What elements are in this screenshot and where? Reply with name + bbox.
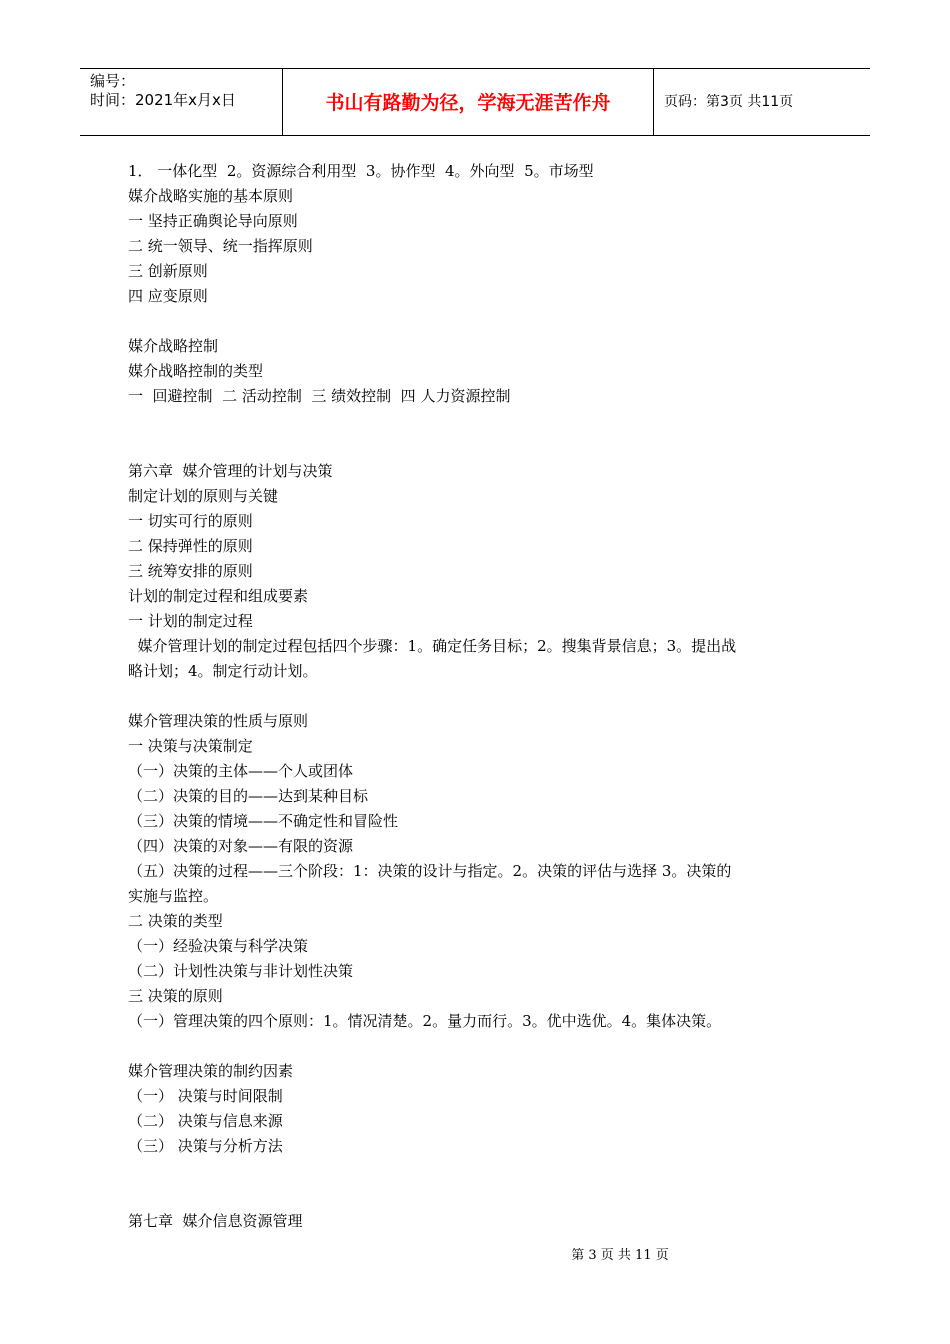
footer-page-number: 第 3 页 共 11 页 [571,1248,669,1263]
header-right-cell [654,69,870,135]
text-line: 媒介管理决策的性质与原则 [128,712,309,730]
text-line: 计划的制定过程和组成要素 [128,587,309,605]
text-line: （二） 决策与信息来源 [128,1112,283,1130]
blank-line [128,1159,818,1184]
text-line: 媒介战略控制 [128,337,219,355]
text-line: 三 统筹安排的原则 [128,562,253,580]
text-line: （一）经验决策与科学决策 [128,937,309,955]
document-body [128,159,818,1234]
text-line: 一 计划的制定过程 [128,612,253,630]
text-line: （一） 决策与时间限制 [128,1087,283,1105]
text-line: 媒介战略实施的基本原则 [128,187,294,205]
text-line: 媒介管理决策的制约因素 [128,1062,294,1080]
text-line: 三 决策的原则 [128,987,223,1005]
text-line: 二 保持弹性的原则 [128,537,253,555]
text-line: 一 回避控制 二 活动控制 三 绩效控制 四 人力资源控制 [128,387,511,405]
blank-line [128,434,818,459]
text-line: （二）决策的目的——达到某种目标 [128,787,369,805]
text-line: （三） 决策与分析方法 [128,1137,283,1155]
text-line: 二 统一领导、统一指挥原则 [128,237,313,255]
text-line: 实施与监控。 [128,887,219,905]
text-line: 略计划；4。制定行动计划。 [128,662,318,680]
blank-line [128,409,818,434]
page-info: 页码：第3页 共11页 [664,94,794,110]
time-label: 时间：2021年x月x日 [90,91,236,109]
blank-line [128,1184,818,1209]
page-footer [0,1247,950,1265]
text-line: 第六章 媒介管理的计划与决策 [128,462,333,480]
blank-line [128,309,818,334]
text-line: 第七章 媒介信息资源管理 [128,1212,303,1230]
header-left-cell [80,69,282,135]
text-line: 媒介战略控制的类型 [128,362,264,380]
page-header [80,68,870,136]
motto-text: 书山有路勤为径，学海无涯苦作舟 [325,92,611,114]
text-line: （二）计划性决策与非计划性决策 [128,962,354,980]
text-line: 二 决策的类型 [128,912,223,930]
text-line: 四 应变原则 [128,287,208,305]
text-line: （一）决策的主体——个人或团体 [128,762,354,780]
header-middle-cell [282,69,654,135]
serial-label: 编号： [90,72,136,90]
blank-line [128,684,818,709]
text-line: 一 决策与决策制定 [128,737,253,755]
text-line: （三）决策的情境——不确定性和冒险性 [128,812,399,830]
text-line: 一 坚持正确舆论导向原则 [128,212,298,230]
text-line: （五）决策的过程——三个阶段：1：决策的设计与指定。2。决策的评估与选择 3。决策的 [128,862,732,880]
blank-line [128,1034,818,1059]
text-line: 1． 一体化型 2。资源综合利用型 3。协作型 4。外向型 5。市场型 [128,162,594,180]
text-line: 一 切实可行的原则 [128,512,253,530]
text-line: （一）管理决策的四个原则：1。情况清楚。2。量力而行。3。优中选优。4。集体决策。 [128,1012,722,1030]
text-line: （四）决策的对象——有限的资源 [128,837,354,855]
text-line: 媒介管理计划的制定过程包括四个步骤：1。确定任务目标；2。搜集背景信息；3。提出战 [128,637,737,655]
text-line: 三 创新原则 [128,262,208,280]
text-line: 制定计划的原则与关键 [128,487,279,505]
